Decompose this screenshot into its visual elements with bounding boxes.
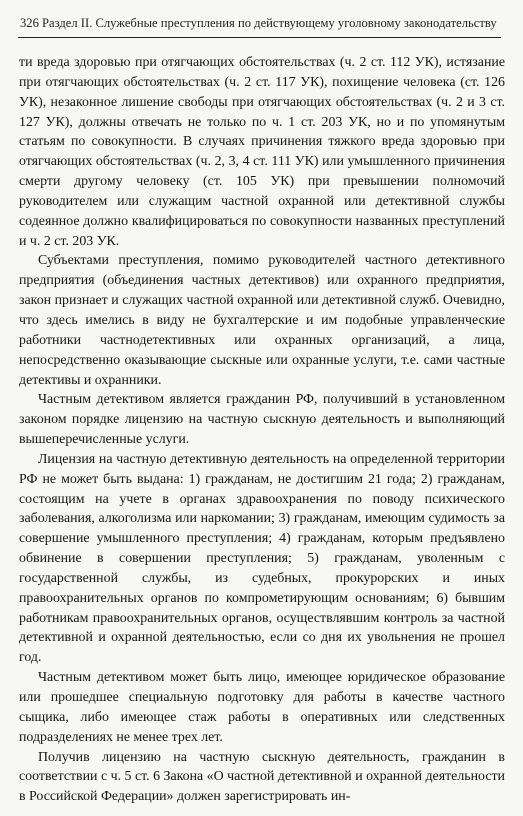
paragraph-private-detective: Частным детективом является гражданин РФ, получивший в установленном законом порядке лицензию на частную сыскную деятельность и выполняющий вышеперечисленные услуги. bbox=[19, 392, 505, 448]
paragraph-1-continuation: ти вреда здоровью при отягчающих обстоятельствах (ч. 2 ст. 112 УК), истязание при отягчающих обстоятельствах (ч. 2 ст. 117 УК), похищение человека (ст. 126 УК), незаконное лишение свободы при отягчающих обстоятельствах (ч. 2 и 3 ст. 127 УК), должны отвечать не только по ч. 1 ст. 203 УК, но и по упомянутым статьям по совокупности. В случаях причинения тяжкого вреда здоровью при отягчающих обстоятельствах (ч. 2, 3, 4 ст. 111 УК) или умышленного причинения смерти другому человеку (ст. 105 УК) при превышении полномочий руководителем или служащим частной охранной или детективной службы содеянное должно квалифицироваться по совокупности названных преступлений и ч. 2 ст. 203 УК. bbox=[19, 55, 505, 249]
paragraph-license-restrictions: Лицензия на частную детективную деятельность на определенной территории РФ не может быть выдана: 1) гражданам, не достигшим 21 года; 2) гражданам, состоящим на учете в органах здравоохранения по поводу психического заболевания, алкоголизма или наркомании; 3) гражданам, имеющим судимость за совершение умышленного преступления; 4) гражданам, которым предъявлено обвинение в совершении преступления; 5) гражданам, уволенным с государственной службы, из судебных, прокурорских и иных правоохранительных органов по компрометирующим основаниям; 6) бывшим работникам правоохранительных органов, осуществлявшим контроль за частной детективной и охранной деятельностью, если со дня их увольнения не прошел год. bbox=[19, 451, 505, 666]
running-head: 326 Раздел II. Служебные преступления по действующему уголовному законодательству bbox=[20, 16, 497, 30]
paragraph-qualification: Частным детективом может быть лицо, имеющее юридическое образование или прошедшее специальную подготовку для работы в качестве частного сыщика, либо имеющее стаж работы в оперативных или следственных подразделениях не менее трех лет. bbox=[19, 670, 505, 745]
header-rule bbox=[18, 37, 501, 38]
paragraph-registration: Получив лицензию на частную сыскную деятельность, гражданин в соответствии с ч. 5 ст. 6 Закона «О частной детективной и охранной деятельности в Российской Федерации» должен зарегистрировать ин- bbox=[19, 749, 505, 805]
paragraph-subjects: Субъектами преступления, помимо руководителей частного детективного предприятия (объединения частных детективов) или охранного предприятия, закон признает и служащих частной охранной или детективной служб. Очевидно, что здесь имелись в виду не бухгалтерские и им подобные управленческие работники частнодетективных или охранных организаций, а лица, непосредственно оказывающие сыскные или охранные услуги, т.е. сами частные детективы и охранники. bbox=[19, 253, 505, 388]
body-text bbox=[19, 53, 505, 807]
